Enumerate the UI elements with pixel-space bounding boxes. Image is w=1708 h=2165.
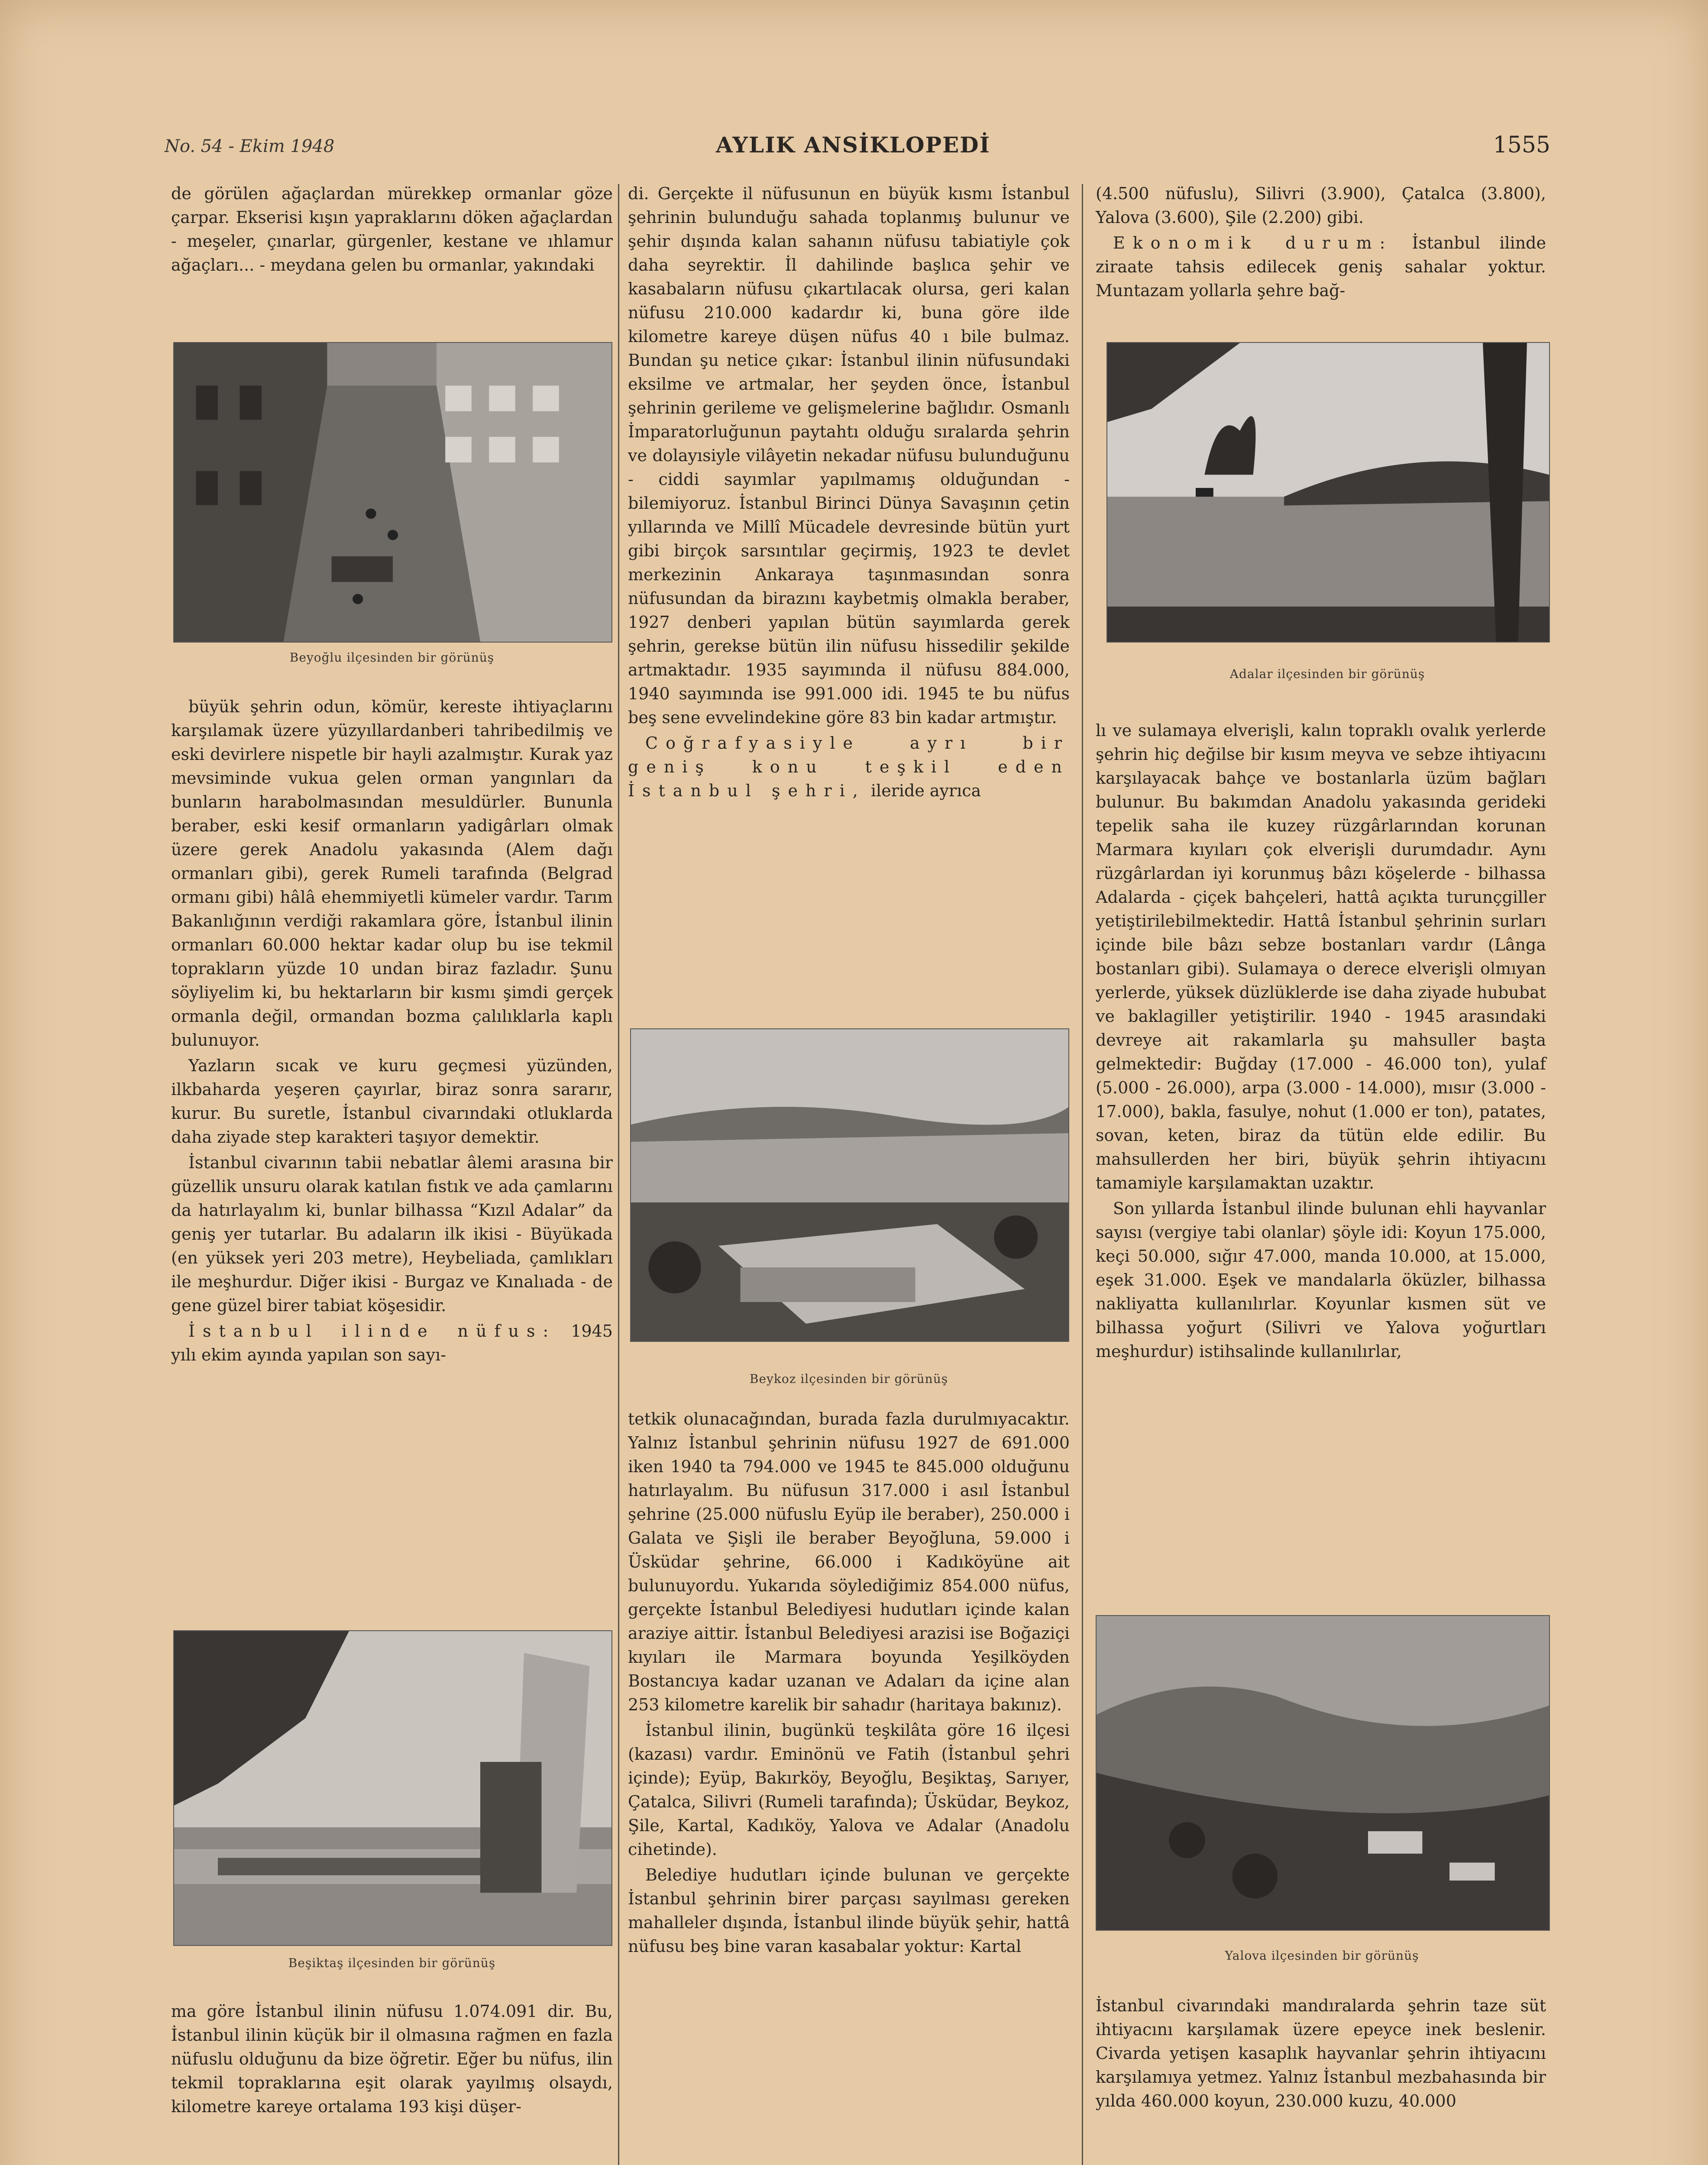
column-rule <box>618 184 619 2165</box>
yalova-caption: Yalova ilçesinden bir görünüş <box>1225 1948 1419 1963</box>
section-heading: İstanbul ilinde nüfus: <box>188 1322 556 1341</box>
paragraph: İstanbul civarındaki mandıralarda şehrin taze süt ihtiyacını karşılamak üzere epeyce inek beslenir. Civarda yetişen kasaplık hayvanlar şehrin ihtiyacını karşılamıya yetmez. Yalnız İstanbul mezbahasında bir yılda 460.000 koyun, 230.000 kuzu, 40.000 <box>1096 1996 1546 2110</box>
page-number: 1555 <box>1493 132 1550 158</box>
paragraph: ma göre İstanbul ilinin nüfusu 1.074.091 dir. Bu, İstanbul ilinin küçük bir il olmasına rağmen en fazla nüfuslu olduğunu da bize öğretir. Eğer bu nüfus, ilin tekmil topraklarına eşit olarak yayılmış olsaydı, kilometre kareye ortalama 193 kişi düşer- <box>171 2002 613 2116</box>
paragraph: Yazların sıcak ve kuru geçmesi yüzünden, ilkbaharda yeşeren çayırlar, biraz sonra sararır, kurur. Bu suretle, İstanbul civarındaki otluklarda daha ziyade step karakteri taşıyor demektir. <box>171 1056 613 1147</box>
column-1-bottom <box>171 2000 613 2120</box>
column-3-middle <box>1096 719 1546 1365</box>
yalova-photo <box>1096 1615 1550 1931</box>
section-text: İstanbul ilinde ziraate tahsis edilecek geniş sahalar yoktur. Muntazam yollarla şehre bağ- <box>1096 233 1546 300</box>
section-heading: Ekonomik durum: <box>1113 233 1393 252</box>
column-2-top <box>628 182 1070 805</box>
column-1-top <box>171 182 613 279</box>
beykoz-photo <box>630 1028 1069 1342</box>
section-text: ileride ayrıca <box>870 781 981 800</box>
page-header <box>156 132 1550 171</box>
column-3-top <box>1096 182 1546 304</box>
paragraph: tetkik olunacağından, burada fazla durulmıyacaktır. Yalnız İstanbul şehrinin nüfusu 1927 de 691.000 iken 1940 ta 794.000 ve 1945 te 845.000 olduğunu hatırlayalım. Bu nüfusun 317.000 i asıl İstanbul şehrine (25.000 nüfuslu Eyüp ile beraber), 250.000 i Galata ve Şişli ile beraber Beyoğluna, 59.000 i Üsküdar şehrine, 66.000 i Kadıköyüne ait bulunuyordu. Yukarıda söylediğimiz 854.000 nüfus, gerçekte İstanbul Belediyesi hudutları içinde kalan araziye aittir. İstanbul Belediyesi arazisi ise Boğaziçi kıyıları ile Marmara boyunda Yeşilköyden Bostancıya kadar uzanan ve Adaları da içine alan 253 kilometre karelik bir sahadır (haritaya bakınız). <box>628 1409 1070 1714</box>
column-1-middle <box>171 695 613 1369</box>
besiktas-photo <box>173 1630 612 1946</box>
beyoglu-caption: Beyoğlu ilçesinden bir görünüş <box>289 650 495 665</box>
paragraph <box>628 731 1070 803</box>
paragraph: lı ve sulamaya elverişli, kalın topraklı ovalık yerlerde şehrin hiç değilse bir kısım meyva ve sebze ihtiyacını karşılayacak bahçe ve bostanlarla üzüm bağları bulunur. Bu bakımdan Anadolu yakasında gerideki tepelik saha ile kuzey rüzgârlarından korunan Marmara kıyıları çok elverişli durumdadır. Aynı rüzgârlardan iyi korunmuş bâzı köşelerde - bilhassa Adalarda - çiçek bahçeleri, hattâ açıkta turunçgiller yetiştirilebilmektedir. Hattâ İstanbul şehrinin surları içinde bile bâzı sebze bostanları vardır (Lânga bostanları gibi). Sulamaya o derece elverişli olmıyan yerlerde, yüksek düzlüklerde ise daha ziyade hububat ve baklagiller yetiştirilir. 1940 - 1945 arasındaki devreye ait rakamlarla şu mahsuller başta gelmektedir: Buğday (17.000 - 46.000 ton), yulaf (5.000 - 26.000), arpa (3.000 - 14.000), mısır (3.000 - 17.000), bakla, fasulye, nohut (1.000 er ton), patates, sovan, keten, biraz da tütün elde edilir. Bu mahsullerden her biri, büyük şehrin ihtiyacını tamamiyle karşılamaktan uzaktır. <box>1096 721 1546 1192</box>
paragraph: İstanbul ilinin, bugünkü teşkilâta göre 16 ilçesi (kazası) vardır. Eminönü ve Fatih (İstanbul şehri içinde); Eyüp, Bakırköy, Beyoğlu, Beşiktaş, Sarıyer, Çatalca, Silivri (Rumeli tarafında); Üsküdar, Beykoz, Şile, Kartal, Kadıköy, Yalova ve Adalar (Anadolu cihetinde). <box>628 1721 1070 1859</box>
column-2-bottom <box>628 1407 1070 1960</box>
section-text: 1945 yılı ekim ayında yapılan son sayı- <box>171 1322 613 1364</box>
paragraph: İstanbul civarının tabii nebatlar âlemi arasına bir güzellik unsuru olarak katılan fıstık ve ada çamlarını da hatırlayalım ki, bunlar bilhassa “Kızıl Adalar” da geniş yer tutarlar. Bu adaların ilk ikisi - Büyükada (en yüksek yeri 203 metre), Heybeliada, çamlıkları ile meşhurdur. Diğer ikisi - Burgaz ve Kınalıada - de gene güzel birer tabiat köşesidir. <box>171 1153 613 1315</box>
paragraph: (4.500 nüfuslu), Silivri (3.900), Çatalca (3.800), Yalova (3.600), Şile (2.200) gibi. <box>1096 184 1546 227</box>
paragraph: büyük şehrin odun, kömür, kereste ihtiyaçlarını karşılamak üzere yüzyıllardanberi tahribedilmiş ve eski devirlere nispetle bir hayli azalmıştır. Kurak yaz mevsiminde vukua gelen orman yangınları da bunların harabolmasından mesuldürler. Bununla beraber, eski kesif ormanların yadigârları olmak üzere gerek Anadolu yakasında (Alem dağı ormanları gibi), gerek Rumeli tarafında (Belgrad ormanı gibi) hâlâ ehemmiyetli kümeler vardır. Tarım Bakanlığının verdiği rakamlara göre, İstanbul ilinin ormanları 60.000 hektar kadar olup bu ise tekmil toprakların yüzde 10 undan biraz fazladır. Şunu söyliyelim ki, bu hektarların bir kısmı şimdi gerçek ormanla değil, ormandan bozma çalılıklarla kaplı bulunuyor. <box>171 697 613 1050</box>
section-heading: Coğrafyasiyle ayrı bir geniş konu teşkil eden İstanbul şehri, <box>628 734 1070 800</box>
column-3-bottom <box>1096 1994 1546 2115</box>
issue-label: No. 54 - Ekim 1948 <box>165 136 335 156</box>
beyoglu-photo <box>173 342 612 643</box>
column-rule <box>1082 184 1083 2165</box>
adalar-photo <box>1106 342 1550 643</box>
beykoz-caption: Beykoz ilçesinden bir görünüş <box>749 1372 948 1386</box>
adalar-caption: Adalar ilçesinden bir görünüş <box>1229 667 1425 681</box>
paragraph <box>171 1319 613 1367</box>
paragraph: Son yıllarda İstanbul ilinde bulunan ehli hayvanlar sayısı (vergiye tabi olanlar) şöyle idi: Koyun 175.000, keçi 50.000, sığır 47.000, manda 10.000, at 15.000, eşek 31.000. Eşek ve mandalarla öküzler, bilhassa nakliyatta kullanılırlar. Koyunlar kısmen süt ve bilhassa yoğurt (Silivri ve Yalova yoğurtları meşhurdur) istihsalinde kullanılırlar, <box>1096 1199 1546 1361</box>
paragraph: Belediye hudutları içinde bulunan ve gerçekte İstanbul şehrinin birer parçası sayılması gereken mahalleler dışında, İstanbul ilinde büyük şehir, hattâ nüfusu beş bine varan kasabalar yoktur: Kartal <box>628 1865 1070 1956</box>
paragraph: de görülen ağaçlardan mürekkep ormanlar göze çarpar. Ekserisi kışın yapraklarını döken ağaçlardan - meşeler, çınarlar, gürgenler, kestane ve ıhlamur ağaçları... - meydana gelen bu ormanlar, yakındaki <box>171 184 613 275</box>
journal-title: AYLIK ANSİKLOPEDİ <box>715 132 991 158</box>
paragraph: di. Gerçekte il nüfusunun en büyük kısmı İstanbul şehrinin bulunduğu sahada toplanmış bulunur ve şehir dışında kalan sahanın nüfusu tabiatiyle çok daha seyrektir. İl dahilinde başlıca şehir ve kasabaların nüfusu çıkartılacak olursa, geri kalan nüfusu 210.000 kadardır ki, buna göre ilde kilometre kareye düşen nüfus 40 ı bile bulmaz. Bundan şu netice çıkar: İstanbul ilinin nüfusundaki eksilme ve artmalar, her şeyden önce, İstanbul şehrinin gerileme ve gelişmelerine bağlıdır. Osmanlı İmparatorluğunun paytahtı olduğu sıralarda şehrin ve dolayısiyle vilâyetin nekadar nüfusu bulunduğunu - ciddi sayımlar yapılmamış olduğundan - bilemiyoruz. İstanbul Birinci Dünya Savaşının çetin yıllarında ve Millî Mücadele devresinde bütün yurt gibi birçok sarsıntılar geçirmiş, 1923 te devlet merkezinin Ankaraya taşınmasından sonra nüfusundan da birazını kaybetmiş olmakla beraber, 1927 denberi yapılan bütün sayımlarda gerek şehrin, gerekse bütün ilin nüfusu hissedilir şekilde artmaktadır. 1935 sayımında il nüfusu 884.000, 1940 sayımında ise 991.000 idi. 1945 te bu nüfus beş sene evvelindekine göre 83 bin kadar artmıştır. <box>628 184 1070 727</box>
besiktas-caption: Beşiktaş ilçesinden bir görünüş <box>288 1956 496 1970</box>
paragraph <box>1096 231 1546 303</box>
